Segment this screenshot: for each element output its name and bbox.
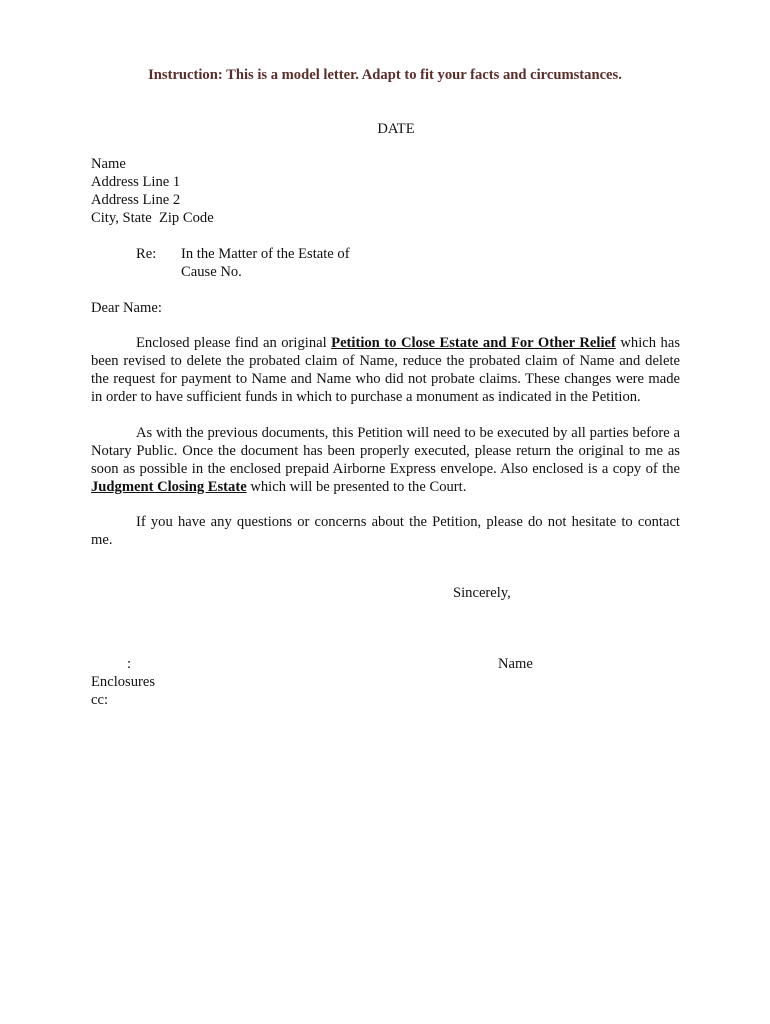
paragraph-1-text-end: which has been revised to delete the probated claim of Name, reduce the probated claim of Name and delete the request for payment to Name and Name who did not probate claims. These changes were made in order to have sufficient funds in which to purchase a monument as indicated in the Petition. [91, 335, 681, 405]
body-paragraph-1 [91, 334, 680, 406]
cc-label: cc: [91, 692, 109, 708]
recipient-city-state-zip: City, State Zip Code [91, 210, 214, 226]
instruction-note: Instruction: This is a model letter. Adapt to fit your facts and circumstances. [148, 67, 622, 83]
signature-name: Name [498, 656, 533, 672]
closing: Sincerely, [453, 585, 511, 601]
re-estate-line: In the Matter of the Estate of [181, 246, 350, 262]
body-paragraph-3: If you have any questions or concerns about the Petition, please do not hesitate to contact me. [91, 514, 680, 548]
enclosures-label: Enclosures [91, 674, 156, 690]
initials-colon: : [127, 656, 132, 672]
paragraph-2-text-start: As with the previous documents, this Petition will need to be executed by all parties before a Notary Public. Once the document has been properly executed, please return the original to me as soon as possible in the enclosed prepaid Airborne Express envelope. Also enclosed is a copy of the [91, 425, 680, 477]
petition-title: Petition to Close Estate and For Other Relief [331, 335, 616, 351]
re-label: Re: [136, 246, 157, 262]
judgment-title: Judgment Closing Estate [91, 479, 247, 495]
recipient-address-line-2: Address Line 2 [91, 192, 181, 208]
recipient-name: Name [91, 156, 126, 172]
salutation: Dear Name: [91, 300, 162, 316]
body-paragraph-2 [91, 424, 680, 496]
paragraph-1-text-start: Enclosed please find an original [136, 335, 332, 351]
paragraph-2-text-end: which will be presented to the Court. [246, 479, 467, 495]
recipient-address-line-1: Address Line 1 [91, 174, 181, 190]
re-cause-line: Cause No. [181, 264, 242, 280]
letter-date: DATE [377, 121, 415, 137]
